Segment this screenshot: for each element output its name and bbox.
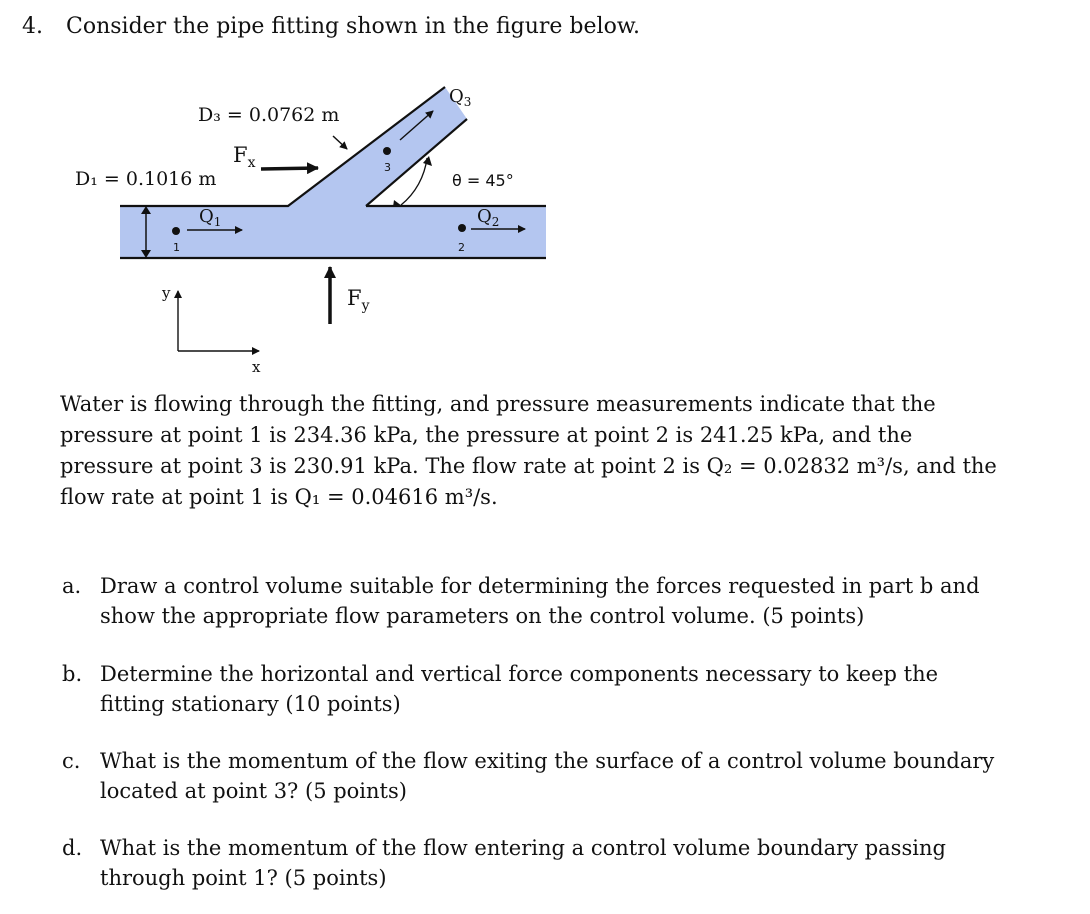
question-title: Consider the pipe fitting shown in the figure below. [66,14,641,39]
y-axis-label: y [162,284,171,302]
q2-label: $Q_2$ [477,206,500,229]
x-axis-label: x [252,358,261,376]
theta-label: θ = 45° [452,171,514,190]
part-b-line: Determine the horizontal and vertical force components necessary to keep the [100,662,939,686]
part-c-letter: c. [62,749,81,773]
point-1-label: 1 [173,241,180,254]
fy-label: $F_y$ [347,286,370,314]
part-c-line: What is the momentum of the flow exiting the surface of a control volume boundary [100,749,995,773]
part-d-letter: d. [62,836,83,860]
part-d-line: through point 1? (5 points) [100,866,387,890]
part-b-line: fitting stationary (10 points) [100,692,401,716]
part-b-letter: b. [62,662,83,686]
q1-label: $Q_1$ [199,206,222,229]
part-a-letter: a. [62,574,82,598]
fx-label: $F_x$ [233,143,256,171]
point-3-marker [383,147,391,155]
statement-line: pressure at point 3 is 230.91 kPa. The flow rate at point 2 is Q₂ = 0.02832 m³/s, and the [60,454,997,478]
question-number: 4. [22,14,43,39]
q3-label: $Q_3$ [449,86,472,109]
point-3-label: 3 [384,161,391,174]
statement-line: pressure at point 1 is 234.36 kPa, the pressure at point 2 is 241.25 kPa, and the [60,423,913,447]
fx-arrow [261,168,318,169]
problem-statement [60,389,1070,513]
part-d-line: What is the momentum of the flow entering a control volume boundary passing [100,836,946,860]
part-a-line: Draw a control volume suitable for determining the forces requested in part b and [100,574,980,598]
point-2-label: 2 [458,241,465,254]
statement-line: Water is flowing through the fitting, and pressure measurements indicate that the [60,392,936,416]
d3-leader-arrow [333,136,347,149]
d1-label: D₁ = 0.1016 m [75,168,217,190]
part-a-line: show the appropriate flow parameters on the control volume. (5 points) [100,604,865,628]
theta-arc-head-bottom [393,200,402,207]
pipe-fitting-figure [0,0,1090,390]
statement-line: flow rate at point 1 is Q₁ = 0.04616 m³/s. [60,485,498,509]
theta-arc-head-top [423,156,432,166]
part-c-line: located at point 3? (5 points) [100,779,407,803]
point-1-marker [172,227,180,235]
d3-label: D₃ = 0.0762 m [198,104,340,126]
point-2-marker [458,224,466,232]
